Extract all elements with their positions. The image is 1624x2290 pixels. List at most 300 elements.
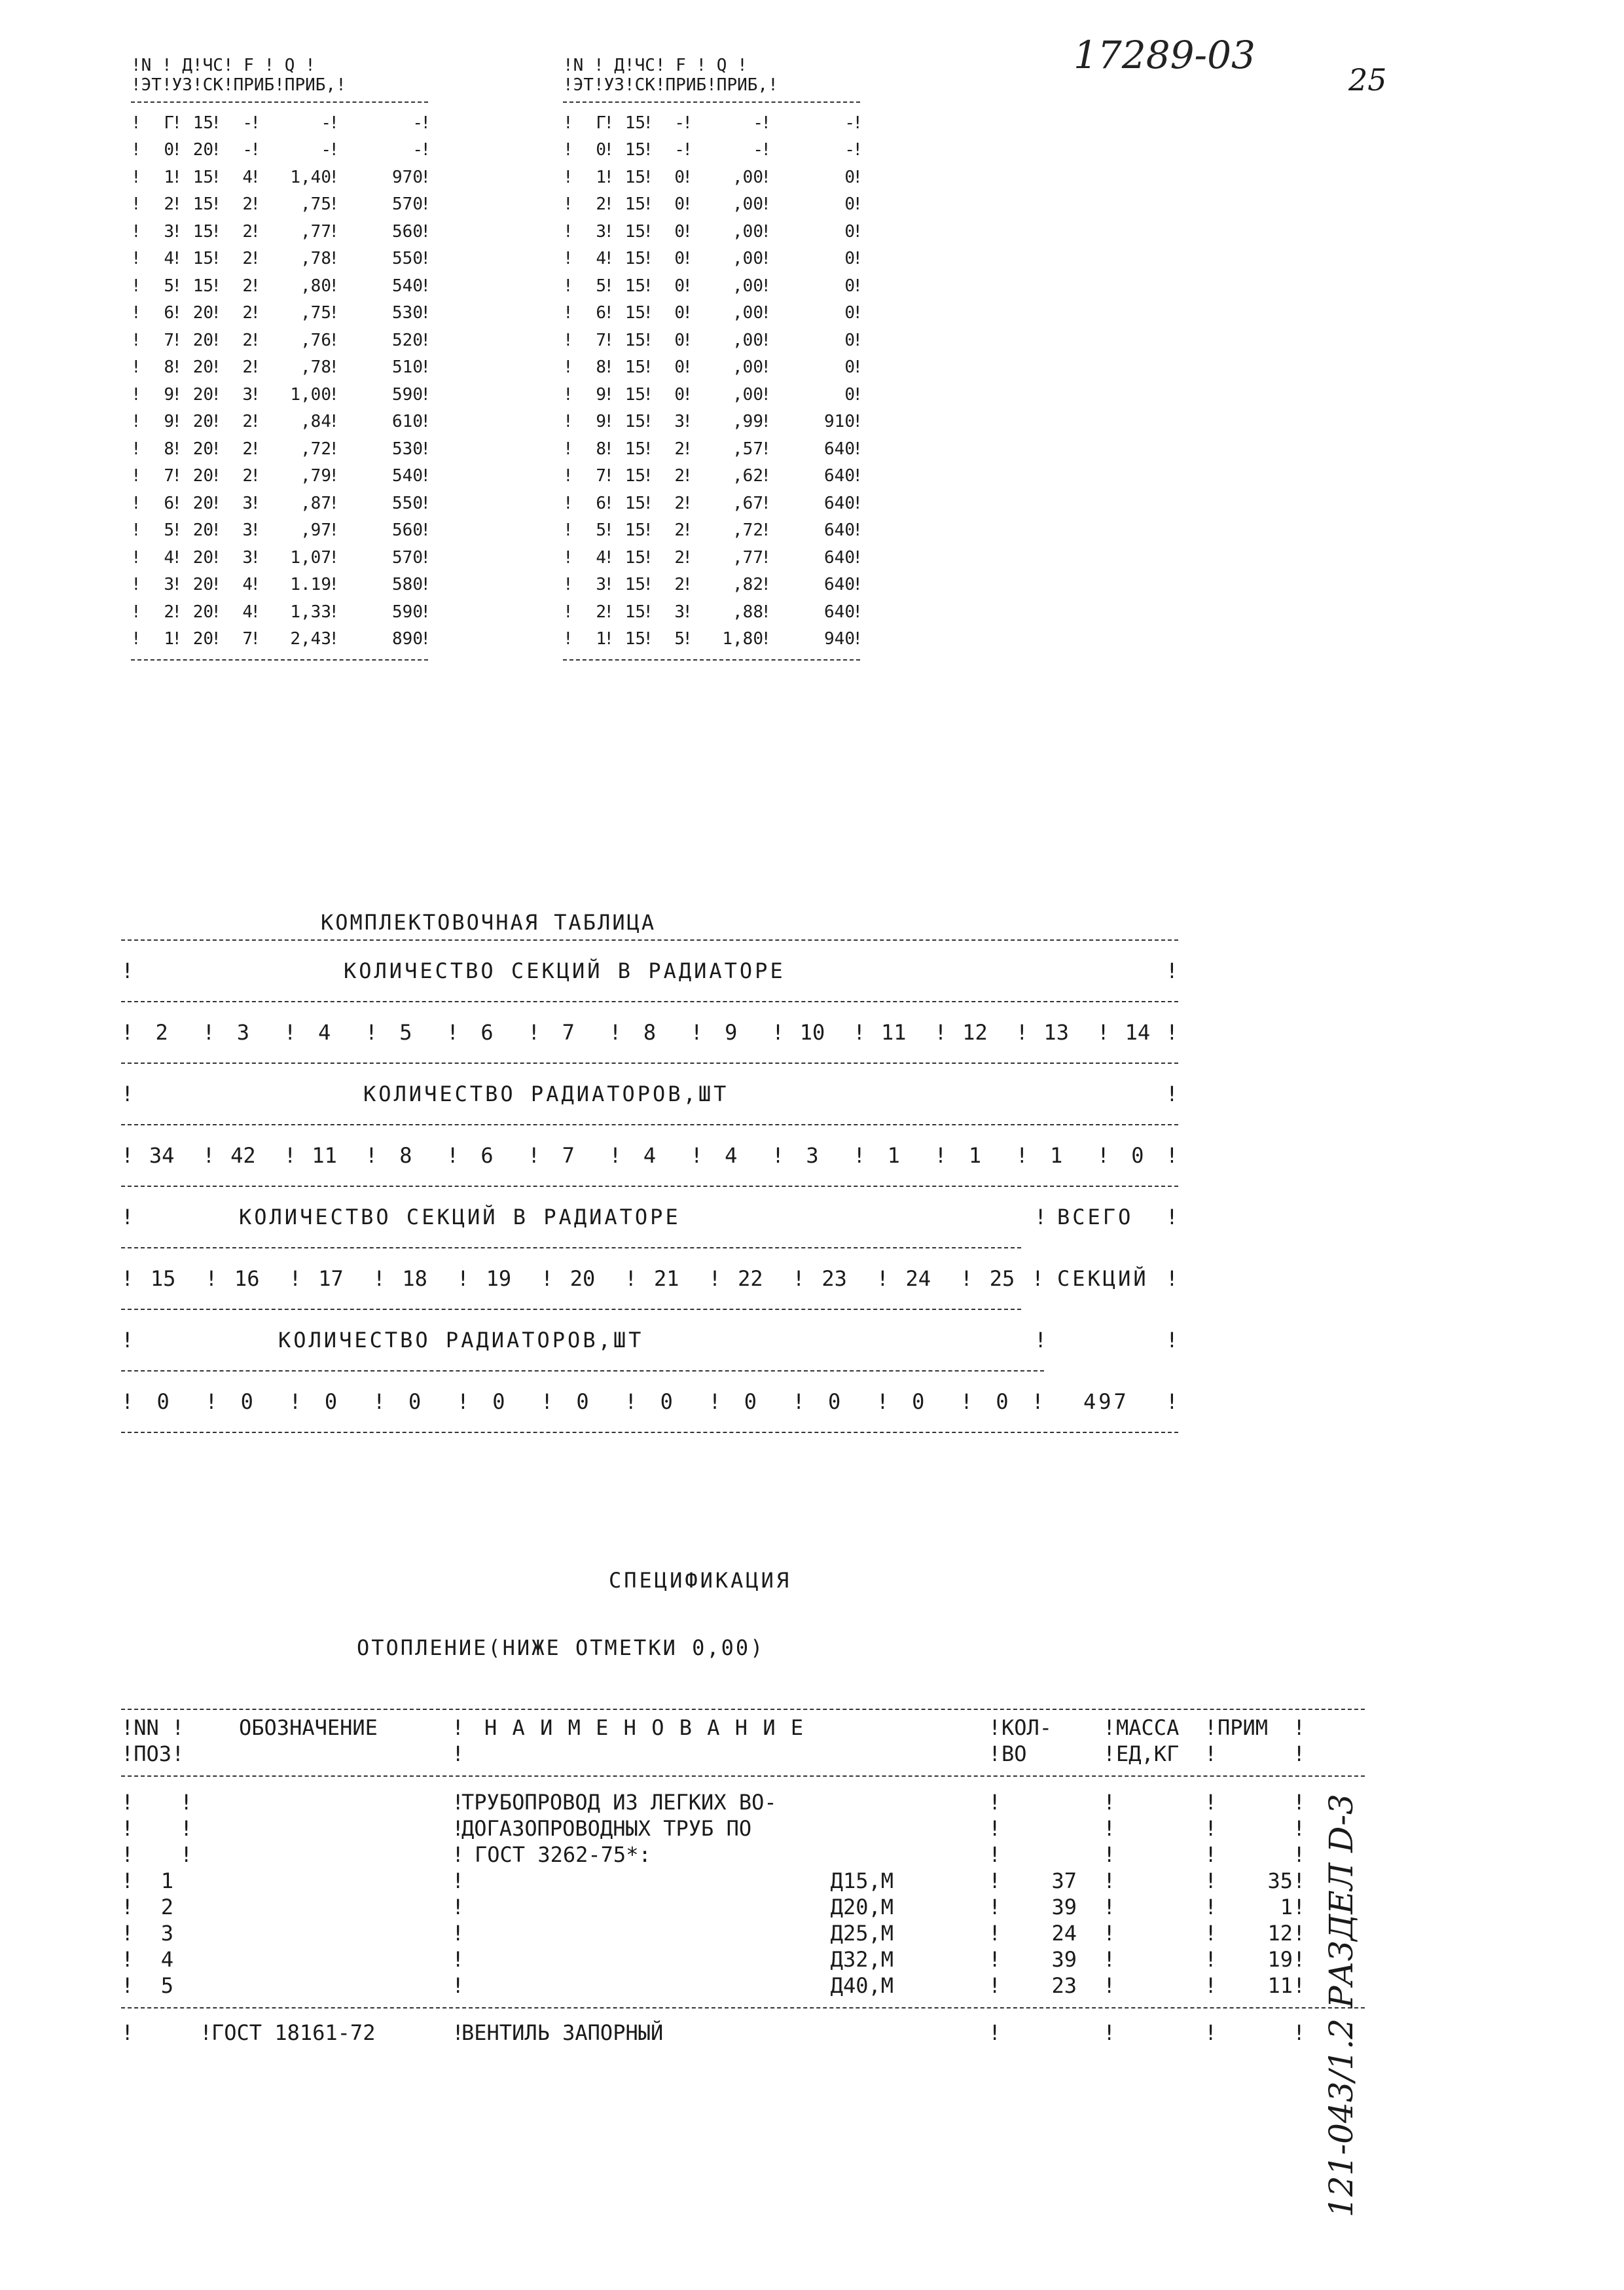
table-cell: ,88 ! — [690, 602, 768, 622]
table-cell: ! 11 — [283, 1143, 365, 1168]
table-cell: 20 ! — [179, 331, 219, 350]
table-row — [563, 435, 860, 463]
table-cell: ! 16 — [205, 1266, 289, 1291]
table-row — [563, 598, 860, 626]
table-row — [131, 409, 428, 436]
table-cell: 2 ! — [572, 602, 611, 622]
qty-cell: 24 — [1051, 1921, 1077, 1946]
table-cell: 0 ! — [651, 303, 690, 323]
table-cell: ,97 ! — [258, 520, 336, 540]
table-row — [563, 245, 860, 273]
last-designation: ГОСТ 18161-72 — [211, 2020, 376, 2045]
table-cell: 4 ! — [572, 548, 611, 568]
table-cell: ,00 ! — [690, 385, 768, 405]
table-cell: Г ! — [572, 113, 611, 133]
table-cell: ! 4 — [691, 1143, 772, 1168]
table-row — [563, 137, 860, 164]
table-cell: ! 14 ! — [1097, 1020, 1178, 1045]
table-cell: 0 ! — [768, 249, 860, 268]
table-cell: 640 ! — [768, 439, 860, 459]
table-row — [563, 218, 860, 245]
table-row — [131, 218, 428, 245]
table-cell: 3 ! — [219, 520, 258, 540]
table-cell: ,72 ! — [258, 439, 336, 459]
table-cell: ! 0 — [205, 1389, 289, 1414]
table-cell: 20 ! — [179, 412, 219, 431]
total-label: ВСЕГО — [1057, 1205, 1134, 1229]
note-cell: 19 — [1267, 1947, 1293, 1972]
table-cell: ! 1 — [1016, 1143, 1097, 1168]
table-cell: 4 ! — [572, 249, 611, 268]
table-cell: 4 ! — [219, 168, 258, 187]
table-row — [131, 463, 428, 490]
sections-caption: КОЛИЧЕСТВО СЕКЦИЙ В РАДИАТОРЕ — [344, 958, 785, 983]
last-name: ВЕНТИЛЬ ЗАПОРНЫЙ — [461, 2020, 664, 2045]
table-cell: 2 ! — [651, 575, 690, 594]
table-cell: 1 ! — [140, 629, 179, 649]
table-row — [131, 272, 428, 300]
table-cell: 20 ! — [179, 575, 219, 594]
table-cell: ! 17 — [289, 1266, 372, 1291]
table-cell: 0 ! — [651, 222, 690, 242]
spec-table: !NN ! ОБОЗНАЧЕНИЕ ! Н А И М Е Н О В А Н И Е ! КОЛ- ! МАССА ! ПРИМ ! !ПОЗ! ! ! ВО ! ЕД,КГ ! ! ! ! ! ТРУБОПРОВОД ИЗ ЛЕГКИХ ВО- ! ! ! ! ! ! ! ДОГАЗОПРОВОДНЫХ ТРУБ ПО ! ! ! ! ! ! ! ГОСТ 3262-75*: ! ! ! ! ! ! ! ! ! ! 1 Д15,М 37 35 ! ! ! ! ! ! 2 Д20,М 39 1 ! ! ! ! ! ! 3 Д25,М 24 12 ! ! ! ! ! ! 4 Д32,М 39 19 ! ! ! ! ! ! 5 Д40,М 23 11 ! ! ГОСТ 18161-72 ! ВЕНТИЛЬ ЗАПОРНЫЙ ! ! ! ! — [121, 1709, 1365, 2046]
table-cell: ! 20 — [541, 1266, 624, 1291]
table-cell: 15 ! — [611, 602, 651, 622]
table-cell: 15 ! — [611, 629, 651, 649]
table-cell: 640 ! — [768, 466, 860, 486]
table-cell: ,75 ! — [258, 194, 336, 214]
table-row — [131, 300, 428, 327]
table-row — [131, 354, 428, 382]
table-cell: ! 0 — [457, 1389, 541, 1414]
table-cell: 1,00 ! — [258, 385, 336, 405]
qty-cell: 39 — [1051, 1895, 1077, 1919]
group-name-3: ГОСТ 3262-75*: — [475, 1842, 651, 1867]
table-cell: ! 9 — [691, 1020, 772, 1045]
table-cell: 0 ! — [768, 357, 860, 377]
sections-row-2 — [121, 1266, 1044, 1291]
table-cell: ! 15 — [121, 1266, 205, 1291]
table-cell: 8 ! — [572, 357, 611, 377]
table-cell: 0 ! — [651, 249, 690, 268]
table-cell: 9 ! — [572, 412, 611, 431]
table-cell: 0 ! — [768, 276, 860, 296]
table-cell: 20 ! — [179, 357, 219, 377]
table-cell: 570 ! — [336, 194, 428, 214]
table-row — [131, 517, 428, 545]
table-cell: ,00 ! — [690, 168, 768, 187]
spec-title: СПЕЦИФИКАЦИЯ — [609, 1568, 792, 1593]
table-cell: 2 ! — [219, 331, 258, 350]
spec-subtitle: ОТОПЛЕНИЕ(НИЖЕ ОТМЕТКИ 0,00) — [357, 1635, 765, 1660]
table-cell: 890 ! — [336, 629, 428, 649]
table-cell: 15 ! — [611, 140, 651, 160]
qty-header-2: ВО — [1001, 1741, 1027, 1766]
table-cell: - ! — [690, 113, 768, 133]
table-cell: 0 ! — [768, 194, 860, 214]
table-cell: ,57 ! — [690, 439, 768, 459]
document-stamp: 17289-03 — [1074, 33, 1255, 77]
table-cell: ! 0 — [289, 1389, 372, 1414]
table-cell: ! 3 — [202, 1020, 283, 1045]
table-cell: ! 0 — [541, 1389, 624, 1414]
table-cell: 7 ! — [219, 629, 258, 649]
total-label-2: СЕКЦИЙ — [1057, 1266, 1149, 1291]
table-header-line1: !N ! Д!ЧС! F ! Q ! — [563, 56, 748, 75]
table-cell: ! 12 — [934, 1020, 1015, 1045]
table-cell: 15 ! — [611, 439, 651, 459]
table-cell: ,77 ! — [258, 222, 336, 242]
table-cell: 2 ! — [140, 602, 179, 622]
qty-cell: 39 — [1051, 1947, 1077, 1972]
pos-header-2: !ПОЗ! — [121, 1741, 185, 1766]
table-cell: 5 ! — [140, 276, 179, 296]
table-row — [563, 463, 860, 490]
table-cell: 2 ! — [219, 194, 258, 214]
table-cell: ! 11 — [853, 1020, 934, 1045]
table-cell: 15 ! — [611, 249, 651, 268]
table-cell: ,00 ! — [690, 303, 768, 323]
table-cell: ! 6 — [446, 1020, 528, 1045]
note-header: ПРИМ — [1218, 1715, 1269, 1740]
table-row — [131, 435, 428, 463]
table-row — [563, 164, 860, 191]
table-cell: 0 ! — [651, 168, 690, 187]
table-cell: ! 7 — [528, 1143, 609, 1168]
table-cell: 9 ! — [572, 385, 611, 405]
table-cell: ! 1 — [853, 1143, 934, 1168]
table-cell: ! 4 — [283, 1020, 365, 1045]
table-cell: ,80 ! — [258, 276, 336, 296]
table-cell: - ! — [219, 113, 258, 133]
table-row — [131, 598, 428, 626]
qty-cell: 37 — [1051, 1868, 1077, 1893]
complete-table: ! КОЛИЧЕСТВО СЕКЦИЙ В РАДИАТОРЕ ! ! 2 ! 3 ! 4 ! 5 ! 6 ! 7 ! 8 ! 9 ! 10 ! 11 ! 12 ! 13 ! 14 ! ! КОЛИЧЕСТВО РАДИАТОРОВ,ШТ ! ! 34 ! 42 ! 11 ! 8 ! 6 ! 7 ! 4 ! 4 ! 3 ! 1 ! 1 ! 1 ! 0 ! ! КОЛИЧЕСТВО СЕКЦИЙ В РАДИАТОРЕ ! ВСЕГО ! ! 15 ! 16 ! 17 ! 18 ! 19 ! 20 ! 21 ! 22 ! 23 ! 24 ! 25 ! СЕКЦИЙ ! ! КОЛИЧЕСТВО РАДИАТОРОВ,ШТ ! ! ! 0 ! 0 ! 0 ! 0 ! 0 ! 0 ! 0 ! 0 ! 0 ! 0 ! 0 ! 497 ! — [121, 939, 1178, 1433]
table-cell: 550 ! — [336, 494, 428, 513]
table-cell: ! 8 — [609, 1020, 690, 1045]
complete-table-title: КОМПЛЕКТОВОЧНАЯ ТАБЛИЦА — [321, 910, 657, 935]
table-row: ! ! ! ! ! ! 4 Д32,М 39 19 — [121, 1947, 1306, 1972]
table-body — [563, 109, 860, 653]
size-cell: Д40,М — [830, 1973, 893, 1998]
table-cell: 4 ! — [140, 548, 179, 568]
table-body — [131, 109, 428, 653]
pos-cell: 2 — [160, 1895, 173, 1919]
table-cell: 3 ! — [219, 548, 258, 568]
table-cell: 20 ! — [179, 548, 219, 568]
table-cell: 520 ! — [336, 331, 428, 350]
table-cell: 5 ! — [140, 520, 179, 540]
table-cell: ! 23 — [793, 1266, 876, 1291]
table-cell: 3 ! — [572, 575, 611, 594]
table-cell: ! 0 — [624, 1389, 708, 1414]
table-cell: 4 ! — [140, 249, 179, 268]
table-cell: ! 10 — [772, 1020, 853, 1045]
table-cell: - ! — [336, 113, 428, 133]
table-cell: ,00 ! — [690, 276, 768, 296]
group-name-1: ТРУБОПРОВОД ИЗ ЛЕГКИХ ВО- — [461, 1790, 777, 1815]
table-cell: 2 ! — [140, 194, 179, 214]
table-cell: ,76 ! — [258, 331, 336, 350]
table-cell: 640 ! — [768, 575, 860, 594]
table-cell: - ! — [651, 113, 690, 133]
table-cell: 1,80 ! — [690, 629, 768, 649]
table-cell: - ! — [651, 140, 690, 160]
sections-caption: КОЛИЧЕСТВО СЕКЦИЙ В РАДИАТОРЕ — [239, 1205, 681, 1229]
table-row — [131, 137, 428, 164]
table-cell: 20 ! — [179, 303, 219, 323]
table-cell: 0 ! — [651, 194, 690, 214]
table-row — [131, 572, 428, 599]
mass-header-2: ЕД,КГ — [1116, 1741, 1180, 1766]
table-cell: 20 ! — [179, 385, 219, 405]
table-cell: 0 ! — [768, 331, 860, 350]
table-cell: ,67 ! — [690, 494, 768, 513]
table-cell: ,79 ! — [258, 466, 336, 486]
table-cell: ! 0 — [793, 1389, 876, 1414]
table-cell: 15 ! — [179, 249, 219, 268]
table-cell: 20 ! — [179, 140, 219, 160]
table-cell: ! 21 — [624, 1266, 708, 1291]
table-row — [563, 409, 860, 436]
table-cell: 15 ! — [611, 548, 651, 568]
table-cell: ,00 ! — [690, 222, 768, 242]
table-cell: 15 ! — [611, 113, 651, 133]
table-cell: 560 ! — [336, 222, 428, 242]
table-cell: 0 ! — [651, 276, 690, 296]
table-row — [563, 626, 860, 653]
table-cell: - ! — [336, 140, 428, 160]
table-cell: 2 ! — [572, 194, 611, 214]
floor-table-right — [563, 56, 860, 667]
sections-row-1 — [121, 1020, 1178, 1045]
table-cell: 3 ! — [572, 222, 611, 242]
table-cell: 3 ! — [651, 412, 690, 431]
table-cell: ! 34 — [121, 1143, 202, 1168]
table-row — [563, 381, 860, 409]
table-cell: 8 ! — [140, 357, 179, 377]
table-row — [131, 245, 428, 273]
table-cell: - ! — [768, 113, 860, 133]
table-cell: 15 ! — [179, 276, 219, 296]
table-row — [131, 544, 428, 572]
table-cell: ! 24 — [876, 1266, 960, 1291]
group-name-2: ДОГАЗОПРОВОДНЫХ ТРУБ ПО — [461, 1816, 752, 1841]
table-row — [563, 327, 860, 354]
note-cell: 35 — [1267, 1868, 1293, 1893]
table-cell: ,78 ! — [258, 357, 336, 377]
table-cell: 7 ! — [140, 331, 179, 350]
size-cell: Д32,М — [830, 1947, 893, 1972]
table-cell: 540 ! — [336, 276, 428, 296]
table-row — [131, 381, 428, 409]
floor-table-left — [131, 56, 428, 667]
table-cell: ,00 ! — [690, 331, 768, 350]
table-cell: 530 ! — [336, 303, 428, 323]
table-cell: 1,07 ! — [258, 548, 336, 568]
table-cell: - ! — [258, 140, 336, 160]
table-row — [131, 626, 428, 653]
table-cell: 9 ! — [140, 412, 179, 431]
table-cell: ! 19 — [457, 1266, 541, 1291]
table-cell: ,87 ! — [258, 494, 336, 513]
table-row — [563, 109, 860, 137]
table-cell: 2 ! — [219, 439, 258, 459]
table-cell: 15 ! — [179, 168, 219, 187]
table-row — [131, 327, 428, 354]
table-cell: 640 ! — [768, 494, 860, 513]
page-number: 25 — [1348, 62, 1387, 98]
table-cell: ! 4 — [609, 1143, 690, 1168]
table-row — [563, 191, 860, 219]
table-cell: 15 ! — [611, 520, 651, 540]
table-cell: 640 ! — [768, 548, 860, 568]
counts-row-1 — [121, 1143, 1178, 1168]
table-cell: 15 ! — [611, 412, 651, 431]
table-cell: 2 ! — [219, 222, 258, 242]
table-cell: 2 ! — [651, 466, 690, 486]
pos-cell: 5 — [160, 1973, 173, 1998]
table-cell: 20 ! — [179, 520, 219, 540]
table-cell: ! 18 — [373, 1266, 457, 1291]
table-cell: 5 ! — [651, 629, 690, 649]
table-cell: 15 ! — [179, 222, 219, 242]
table-cell: 6 ! — [140, 494, 179, 513]
total-value: 497 — [1083, 1389, 1129, 1414]
table-cell: 640 ! — [768, 520, 860, 540]
side-label: 121-043/1.2 РАЗДЕЛ D-3 — [1322, 1794, 1360, 2218]
table-cell: 1 ! — [572, 629, 611, 649]
table-cell: ! 7 — [528, 1020, 609, 1045]
table-cell: ! 1 — [934, 1143, 1015, 1168]
table-cell: 0 ! — [651, 385, 690, 405]
table-cell: 20 ! — [179, 466, 219, 486]
table-cell: 2 ! — [651, 520, 690, 540]
table-cell: ,62 ! — [690, 466, 768, 486]
table-cell: 3 ! — [219, 385, 258, 405]
table-cell: 510 ! — [336, 357, 428, 377]
table-row — [563, 544, 860, 572]
table-cell: 15 ! — [611, 303, 651, 323]
table-row: ! ! ! ! ! ! 3 Д25,М 24 12 — [121, 1921, 1306, 1946]
table-cell: 3 ! — [140, 575, 179, 594]
table-row — [563, 272, 860, 300]
table-cell: 20 ! — [179, 602, 219, 622]
table-cell: ! 0 — [876, 1389, 960, 1414]
table-cell: 2,43 ! — [258, 629, 336, 649]
table-cell: 2 ! — [219, 357, 258, 377]
table-cell: 20 ! — [179, 494, 219, 513]
table-cell: 4 ! — [219, 575, 258, 594]
pos-cell: 3 — [160, 1921, 173, 1946]
table-cell: 2 ! — [219, 276, 258, 296]
size-cell: Д20,М — [830, 1895, 893, 1919]
radiators-caption: КОЛИЧЕСТВО РАДИАТОРОВ,ШТ — [278, 1328, 644, 1353]
table-cell: ! 25 ! — [960, 1266, 1044, 1291]
table-cell: - ! — [768, 140, 860, 160]
table-cell: 580 ! — [336, 575, 428, 594]
pos-cell: 1 — [160, 1868, 173, 1893]
table-cell: 2 ! — [219, 466, 258, 486]
table-cell: 590 ! — [336, 385, 428, 405]
table-cell: 590 ! — [336, 602, 428, 622]
qty-cell: 23 — [1051, 1973, 1077, 1998]
table-cell: ! 13 — [1016, 1020, 1097, 1045]
table-cell: 15 ! — [611, 168, 651, 187]
table-cell: 6 ! — [572, 303, 611, 323]
table-cell: ! 22 — [708, 1266, 792, 1291]
table-cell: 15 ! — [611, 466, 651, 486]
table-row: ! ! ! ! ! ! 2 Д20,М 39 1 — [121, 1895, 1306, 1919]
table-cell: 15 ! — [611, 385, 651, 405]
table-cell: 6 ! — [572, 494, 611, 513]
note-cell: 1 — [1280, 1895, 1293, 1919]
table-row — [131, 191, 428, 219]
table-cell: ! 0 ! — [1097, 1143, 1178, 1168]
table-row — [563, 490, 860, 517]
table-cell: 540 ! — [336, 466, 428, 486]
table-cell: 530 ! — [336, 439, 428, 459]
table-cell: 2 ! — [219, 249, 258, 268]
table-cell: 15 ! — [611, 494, 651, 513]
table-row — [131, 109, 428, 137]
table-cell: 3 ! — [140, 222, 179, 242]
table-cell: 0 ! — [572, 140, 611, 160]
table-cell: 610 ! — [336, 412, 428, 431]
table-cell: ! 0 — [121, 1389, 205, 1414]
size-cell: Д25,М — [830, 1921, 893, 1946]
table-cell: ,78 ! — [258, 249, 336, 268]
table-header-line1: !N ! Д!ЧС! F ! Q ! — [131, 56, 316, 75]
table-header-line2: !ЭТ!УЗ!СК!ПРИБ!ПРИБ,! — [563, 75, 778, 95]
table-cell: 15 ! — [611, 194, 651, 214]
table-cell: 550 ! — [336, 249, 428, 268]
table-cell: 7 ! — [572, 466, 611, 486]
table-cell: 0 ! — [768, 303, 860, 323]
table-row: ! ! ! ! ! ! 5 Д40,М 23 11 — [121, 1973, 1306, 1998]
table-cell: ,00 ! — [690, 249, 768, 268]
table-cell: ! 0 — [708, 1389, 792, 1414]
table-cell: 7 ! — [140, 466, 179, 486]
note-cell: 11 — [1267, 1973, 1293, 1998]
name-header: Н А И М Е Н О В А Н И Е — [484, 1715, 805, 1740]
table-cell: ,00 ! — [690, 357, 768, 377]
table-cell: 560 ! — [336, 520, 428, 540]
table-cell: ! 8 — [365, 1143, 446, 1168]
table-cell: ! 5 — [365, 1020, 446, 1045]
table-cell: 4 ! — [219, 602, 258, 622]
table-cell: 940 ! — [768, 629, 860, 649]
table-cell: 6 ! — [140, 303, 179, 323]
radiators-caption: КОЛИЧЕСТВО РАДИАТОРОВ,ШТ — [363, 1081, 729, 1106]
table-header-line2: !ЭТ!УЗ!СК!ПРИБ!ПРИБ,! — [131, 75, 346, 95]
pos-cell: 4 — [160, 1947, 173, 1972]
table-cell: 15 ! — [611, 357, 651, 377]
table-cell: 640 ! — [768, 602, 860, 622]
table-cell: ! 6 — [446, 1143, 528, 1168]
table-cell: 0 ! — [768, 385, 860, 405]
table-cell: 1 ! — [572, 168, 611, 187]
table-cell: 15 ! — [179, 113, 219, 133]
table-cell: 20 ! — [179, 629, 219, 649]
table-cell: - ! — [690, 140, 768, 160]
table-cell: ,77 ! — [690, 548, 768, 568]
table-cell: 5 ! — [572, 276, 611, 296]
table-cell: 15 ! — [611, 276, 651, 296]
table-cell: 910 ! — [768, 412, 860, 431]
table-cell: 2 ! — [651, 548, 690, 568]
table-cell: - ! — [219, 140, 258, 160]
